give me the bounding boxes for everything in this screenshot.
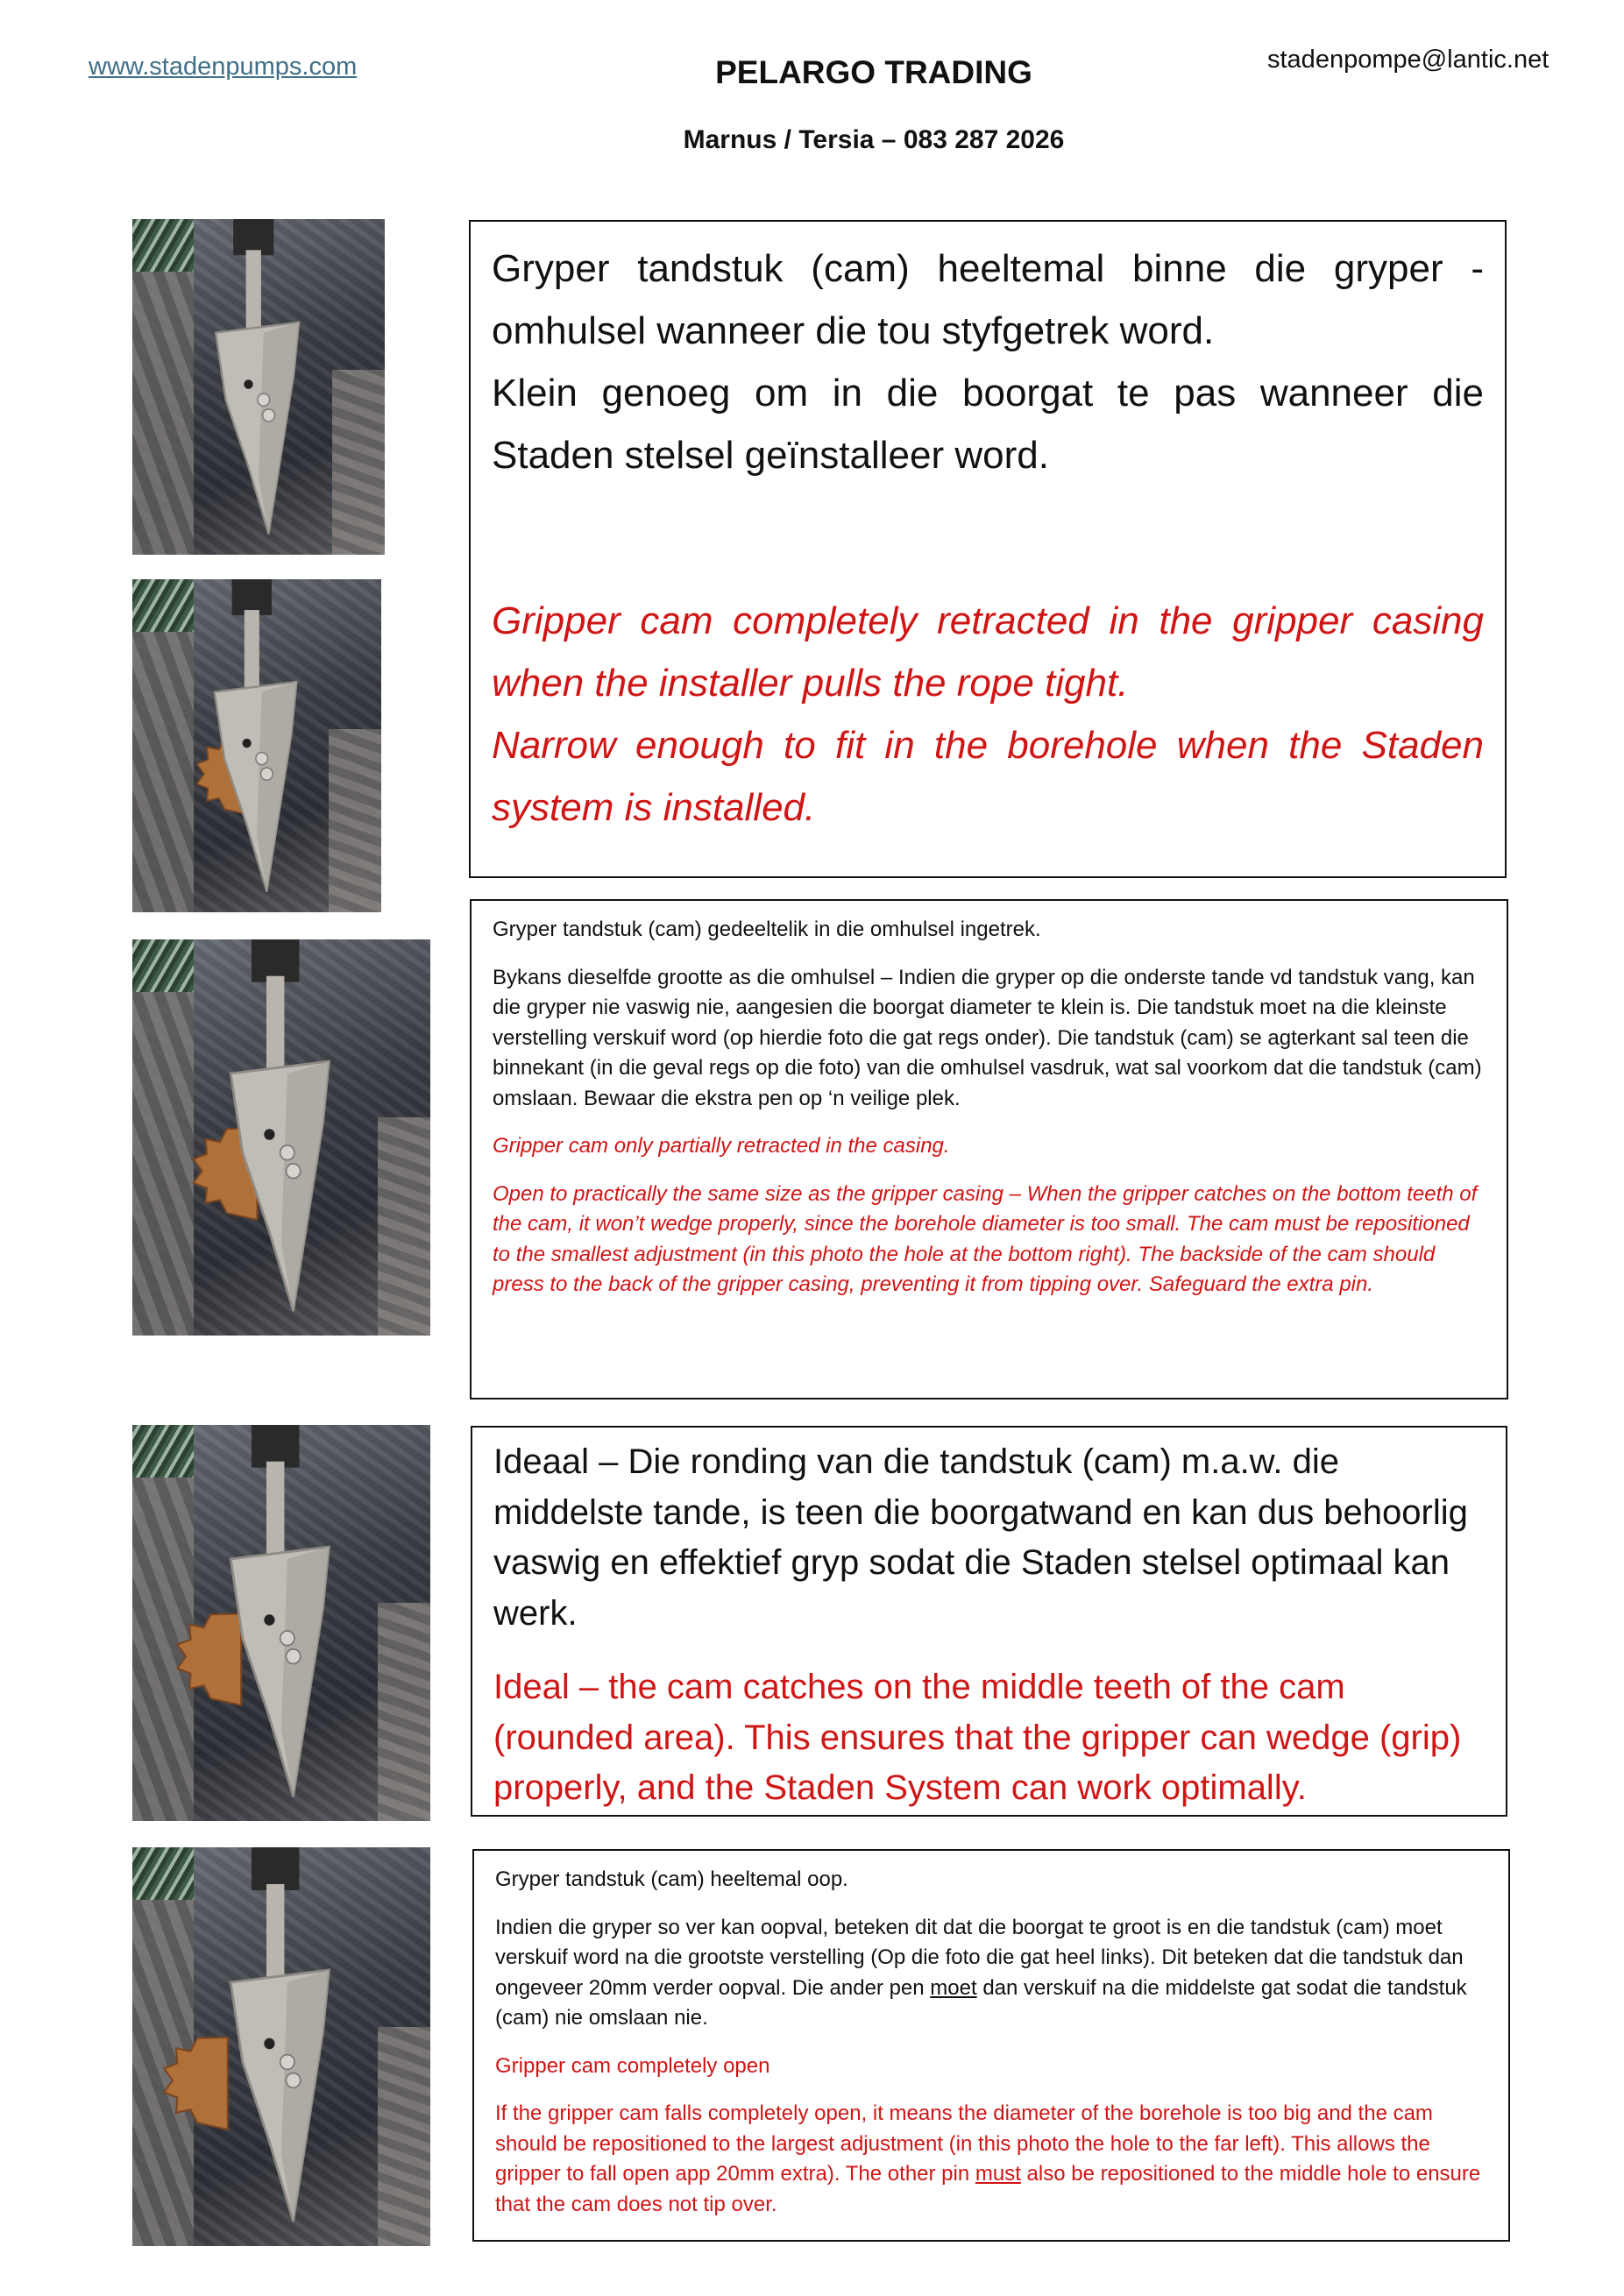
pin-hole xyxy=(264,1129,274,1140)
pin-bolt xyxy=(280,1631,294,1646)
gripper-illustration xyxy=(132,1425,430,1821)
casing-shade xyxy=(259,322,299,535)
pin-hole xyxy=(264,2038,274,2050)
pin-bolt xyxy=(286,2073,300,2088)
pin-bolt xyxy=(286,1649,300,1664)
gripper-illustration xyxy=(132,939,430,1336)
pin-bolt xyxy=(263,409,275,422)
open-en-line2: If the gripper cam falls completely open, it means the diameter of the borehole is too big and the cam should be repositioned to the largest adjustment (in this photo the hole to the far left). This allows the gripper to fall open app 20mm extra). The other pin must also be repositioned to the middle hole to ensure that the cam does not tip over. xyxy=(495,2101,1481,2216)
retracted-en-line2: Narrow enough to fit in the borehole when the Staden system is installed. xyxy=(492,724,1484,829)
cam-gear xyxy=(177,1614,241,1705)
shaft xyxy=(266,976,284,1080)
contact-line: Marnus / Tersia – 083 287 2026 xyxy=(683,125,1065,154)
company-title: PELARGO TRADING xyxy=(715,54,1032,90)
ideal-description-box xyxy=(471,1426,1507,1817)
pin-bolt xyxy=(258,393,270,406)
shaft xyxy=(266,1462,284,1565)
casing-shade xyxy=(281,1970,329,2222)
casing-shade xyxy=(281,1547,329,1796)
top-fitting xyxy=(252,1425,299,1468)
partial-en-line2: Open to practically the same size as the gripper casing – When the gripper catches on the bottom teeth of the cam, it won’t wedge properly, since the borehole diameter is too small. The cam must be repositioned to the smallest adjustment (in this photo the hole at the bottom right). The backside of the cam should press to the back of the gripper casing, preventing it from tipping over. Safeguard the extra pin. xyxy=(493,1181,1478,1296)
partial-af-line2: Bykans dieselfde grootte as die omhulsel – Indien die gryper op die onderste tande vd tandstuk vang, kan die gryper nie vaswig nie, aangesien die boorgat diameter te klein is. Die tandstuk moet na die kleinste verstelling verskuif word (op hierdie foto die gat regs onder). Die tandstuk (cam) se agterkant sal teen die binnekant (in die geval regs op die foto) van die omhulsel vasdruk, wat sal voorkom dat die tandstuk (cam) omslaan. Bewaar die ekstra pen op ‘n veilige plek. xyxy=(493,965,1482,1110)
top-fitting xyxy=(233,219,273,255)
open-description-box xyxy=(472,1849,1510,2242)
partial-af-line1: Gryper tandstuk (cam) gedeeltelik in die omhulsel ingetrek. xyxy=(493,918,1041,941)
open-en-line1: Gripper cam completely open xyxy=(495,2053,770,2078)
retracted-af-line1: Gryper tandstuk (cam) heeltemal binne die gryper - omhulsel wanneer die tou styfgetrek word. xyxy=(492,247,1484,352)
casing-shade xyxy=(281,1061,329,1311)
ideal-en-line1: Ideal – the cam catches on the middle teeth of the cam (rounded area). This ensures that the gripper can wedge (grip) properly, and the Staden System can work optimally. xyxy=(493,1668,1462,1807)
open-af-line1: Gryper tandstuk (cam) heeltemal oop. xyxy=(495,1867,848,1891)
top-fitting xyxy=(232,579,272,615)
casing-shade xyxy=(257,682,296,892)
partial-description-box xyxy=(470,899,1508,1400)
gripper-partial-photo xyxy=(132,939,430,1336)
pin-hole xyxy=(243,739,252,748)
gripper-open-photo xyxy=(132,1847,430,2246)
pin-bolt xyxy=(280,1145,294,1160)
cam-gear xyxy=(164,2037,228,2129)
website-link[interactable]: www.stadenpumps.com xyxy=(89,53,358,81)
gripper-illustration xyxy=(132,219,385,555)
pin-bolt xyxy=(261,768,273,780)
pin-bolt xyxy=(286,1164,300,1179)
partial-en-line1: Gripper cam only partially retracted in the casing. xyxy=(493,1134,950,1158)
gripper-retracted-photo-1 xyxy=(132,219,385,555)
gripper-ideal-photo xyxy=(132,1425,430,1821)
pin-hole xyxy=(264,1614,274,1626)
retracted-af-line2: Klein genoeg om in die boorgat te pas wanneer die Staden stelsel geïnstalleer word. xyxy=(492,372,1484,477)
retracted-en-line1: Gripper cam completely retracted in the gripper casing when the installer pulls the rope tight. xyxy=(492,599,1484,705)
shaft xyxy=(246,250,261,337)
gripper-illustration xyxy=(132,1847,430,2246)
top-fitting xyxy=(252,1847,299,1890)
gripper-illustration xyxy=(132,579,381,912)
top-fitting xyxy=(252,939,299,982)
pin-bolt xyxy=(280,2055,294,2070)
open-af-line2: Indien die gryper so ver kan oopval, beteken dit dat die boorgat te groot is en die tandstuk (cam) moet verskuif word na die grootste verstelling (Op die foto die gat heel links). Dit beteken dat die tandstuk dan ongeveer 20mm verder oopval. Die ander pen moet dan verskuif na die middelste gat sodat die tandstuk (cam) nie omslaan nie. xyxy=(495,1915,1467,2030)
pin-bolt xyxy=(256,753,268,765)
email-address: stadenpompe@lantic.net xyxy=(1267,46,1550,74)
shaft xyxy=(245,610,259,697)
ideal-af-line1: Ideaal – Die ronding van die tandstuk (cam) m.a.w. die middelste tande, is teen die boorgatwand en kan dus behoorlig vaswig en effektief gryp sodat die Staden stelsel optimaal kan werk. xyxy=(493,1442,1468,1633)
gripper-retracted-photo-2 xyxy=(132,579,381,912)
shaft xyxy=(266,1884,284,1988)
pin-hole xyxy=(244,379,252,389)
retracted-description-box xyxy=(469,220,1507,878)
